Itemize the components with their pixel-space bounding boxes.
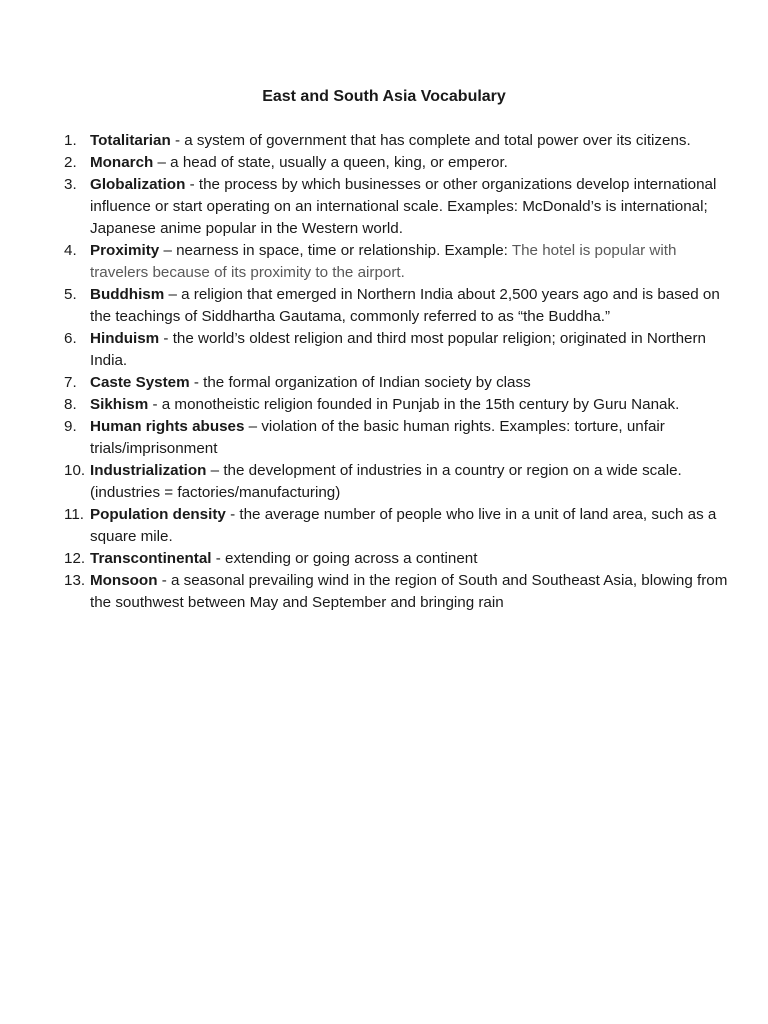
vocab-term: Human rights abuses [90, 418, 245, 435]
item-number: 10. [64, 462, 86, 479]
vocab-definition: - extending or going across a continent [211, 550, 478, 567]
vocab-item-hinduism [64, 328, 732, 372]
vocab-term: Hinduism [90, 330, 160, 347]
vocab-definition: - the process by which businesses or other organizations develop international influence or start operating on an international scale. Examples: McDonald’s is international; Japanese anime popular in the Western world. [90, 176, 717, 237]
vocab-term: Proximity [90, 242, 160, 259]
vocab-definition: - a seasonal prevailing wind in the region of South and Southeast Asia, blowing from the southwest between May and September and bringing rain [90, 572, 728, 611]
item-number: 4. [64, 242, 77, 259]
vocab-term: Monsoon [90, 572, 158, 589]
vocab-item-globalization [64, 174, 732, 240]
vocab-item-human-rights-abuses [64, 416, 732, 460]
item-number: 13. [64, 572, 86, 589]
vocab-definition: - the formal organization of Indian society by class [189, 374, 531, 391]
item-number: 3. [64, 176, 77, 193]
vocab-term: Industrialization [90, 462, 207, 479]
vocab-definition: - a monotheistic religion founded in Punjab in the 15th century by Guru Nanak. [148, 396, 680, 413]
document-title: East and South Asia Vocabulary [262, 88, 506, 105]
item-number: 8. [64, 396, 77, 413]
vocab-item-sikhism [64, 394, 732, 416]
vocab-item-monsoon [64, 570, 732, 614]
vocab-term: Population density [90, 506, 226, 523]
item-number: 5. [64, 286, 77, 303]
vocab-item-monarch [64, 152, 732, 174]
vocab-item-population-density [64, 504, 732, 548]
vocab-term: Transcontinental [90, 550, 212, 567]
vocabulary-list [64, 130, 732, 614]
vocab-definition: – a head of state, usually a queen, king, or emperor. [153, 154, 508, 171]
vocab-definition: - the world’s oldest religion and third most popular religion; originated in Northern India. [90, 330, 706, 369]
vocab-item-caste-system [64, 372, 732, 394]
vocab-item-proximity [64, 240, 732, 284]
item-number: 11. [64, 506, 84, 523]
vocab-definition: – a religion that emerged in Northern India about 2,500 years ago and is based on the teachings of Siddhartha Gautama, commonly referred to as “the Buddha.” [90, 286, 720, 325]
vocab-definition: – nearness in space, time or relationship. Example: [159, 242, 512, 259]
item-number: 2. [64, 154, 77, 171]
item-number: 9. [64, 418, 77, 435]
item-number: 6. [64, 330, 77, 347]
vocab-term: Globalization [90, 176, 186, 193]
vocab-item-industrialization [64, 460, 732, 504]
vocab-definition: – violation of the basic human rights. Examples: torture, unfair trials/imprisonment [90, 418, 665, 457]
vocab-item-totalitarian [64, 130, 732, 152]
vocab-item-transcontinental [64, 548, 732, 570]
vocab-example: The hotel is popular with travelers because of its proximity to the airport. [90, 242, 677, 281]
item-number: 1. [64, 132, 77, 149]
vocab-term: Totalitarian [90, 132, 171, 149]
item-number: 12. [64, 550, 86, 567]
vocab-term: Caste System [90, 374, 190, 391]
vocab-term: Sikhism [90, 396, 149, 413]
vocab-term: Buddhism [90, 286, 165, 303]
vocab-definition: – the development of industries in a country or region on a wide scale. (industries = factories/manufacturing) [90, 462, 682, 501]
vocab-definition: - the average number of people who live in a unit of land area, such as a square mile. [90, 506, 717, 545]
vocab-definition: - a system of government that has complete and total power over its citizens. [170, 132, 691, 149]
vocab-term: Monarch [90, 154, 154, 171]
vocab-item-buddhism [64, 284, 732, 328]
item-number: 7. [64, 374, 77, 391]
